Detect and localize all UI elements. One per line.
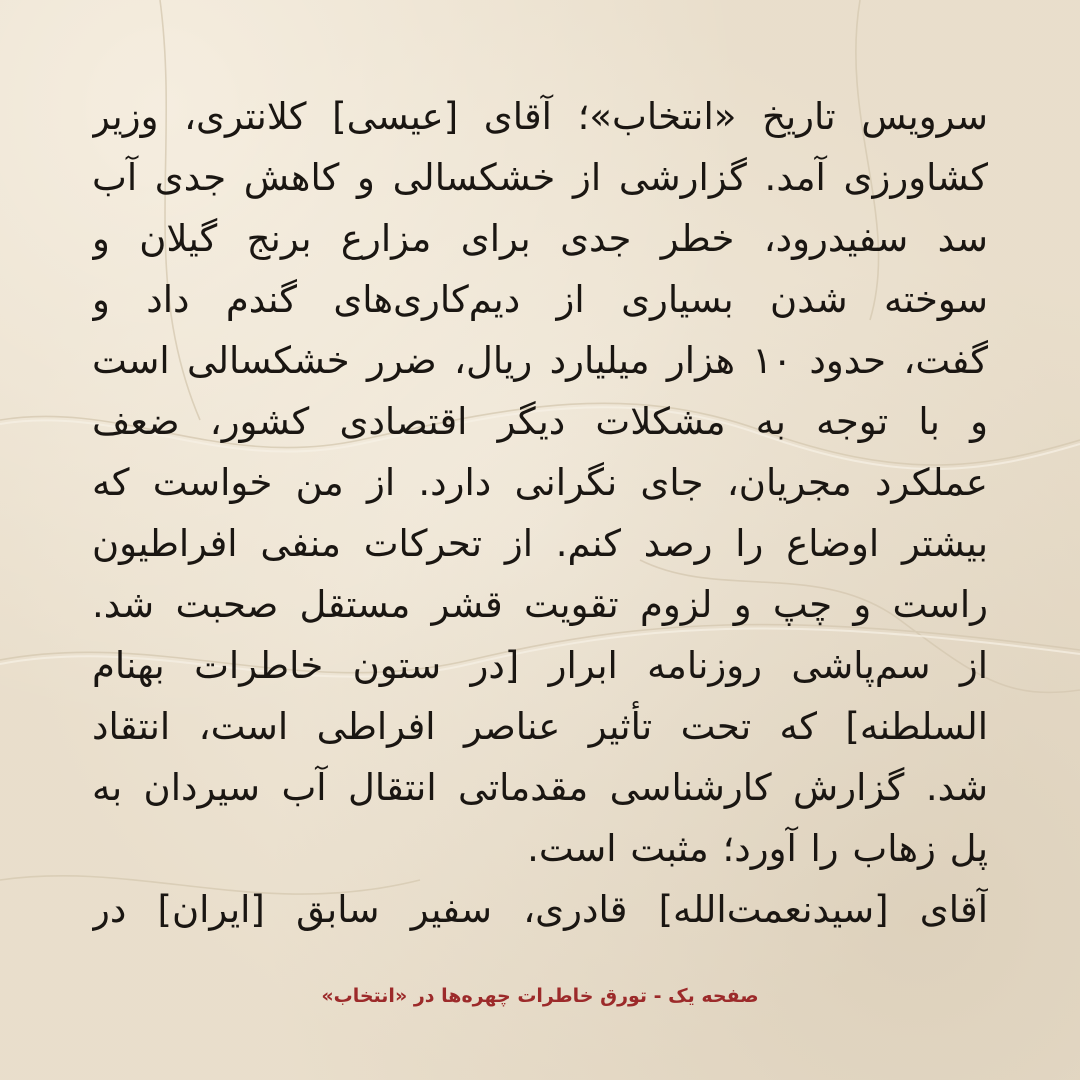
text-line: از سم‌پاشی روزنامه ابرار [در ستون خاطرات بهنام [92, 644, 988, 687]
text-line: پل زهاب را آورد؛ مثبت است. [527, 827, 988, 870]
text-line: شد. گزارش کارشناسی مقدماتی انتقال آب سیردان به [92, 766, 988, 809]
text-line: سرویس تاریخ «انتخاب»؛ آقای [عیسی] کلانتری، وزیر [92, 95, 988, 138]
memoir-paragraph [92, 86, 988, 940]
text-line: بیشتر اوضاع را رصد کنم. از تحرکات منفی افراطیون [92, 522, 988, 565]
text-line: کشاورزی آمد. گزارشی از خشکسالی و کاهش جدی آب [92, 156, 988, 199]
text-line: عملکرد مجریان، جای نگرانی دارد. از من خواست که [92, 461, 988, 504]
text-line: راست و چپ و لزوم تقویت قشر مستقل صحبت شد. [92, 583, 988, 626]
text-line: سد سفیدرود، خطر جدی برای مزارع برنج گیلان و [92, 217, 988, 260]
text-line: السلطنه] که تحت تأثیر عناصر افراطی است، انتقاد [92, 705, 988, 748]
text-line: و با توجه به مشکلات دیگر اقتصادی کشور، ضعف [92, 400, 988, 443]
page-footer: صفحه یک - تورق خاطرات چهره‌ها در «انتخاب» [321, 985, 759, 1007]
text-line: گفت، حدود ۱۰ هزار میلیارد ریال، ضرر خشکسالی است [92, 339, 988, 382]
text-line: سوخته شدن بسیاری از دیم‌کاری‌های گندم داد و [92, 278, 988, 321]
text-line: آقای [سیدنعمت‌الله] قادری، سفیر سابق [ایران] در [92, 888, 988, 931]
